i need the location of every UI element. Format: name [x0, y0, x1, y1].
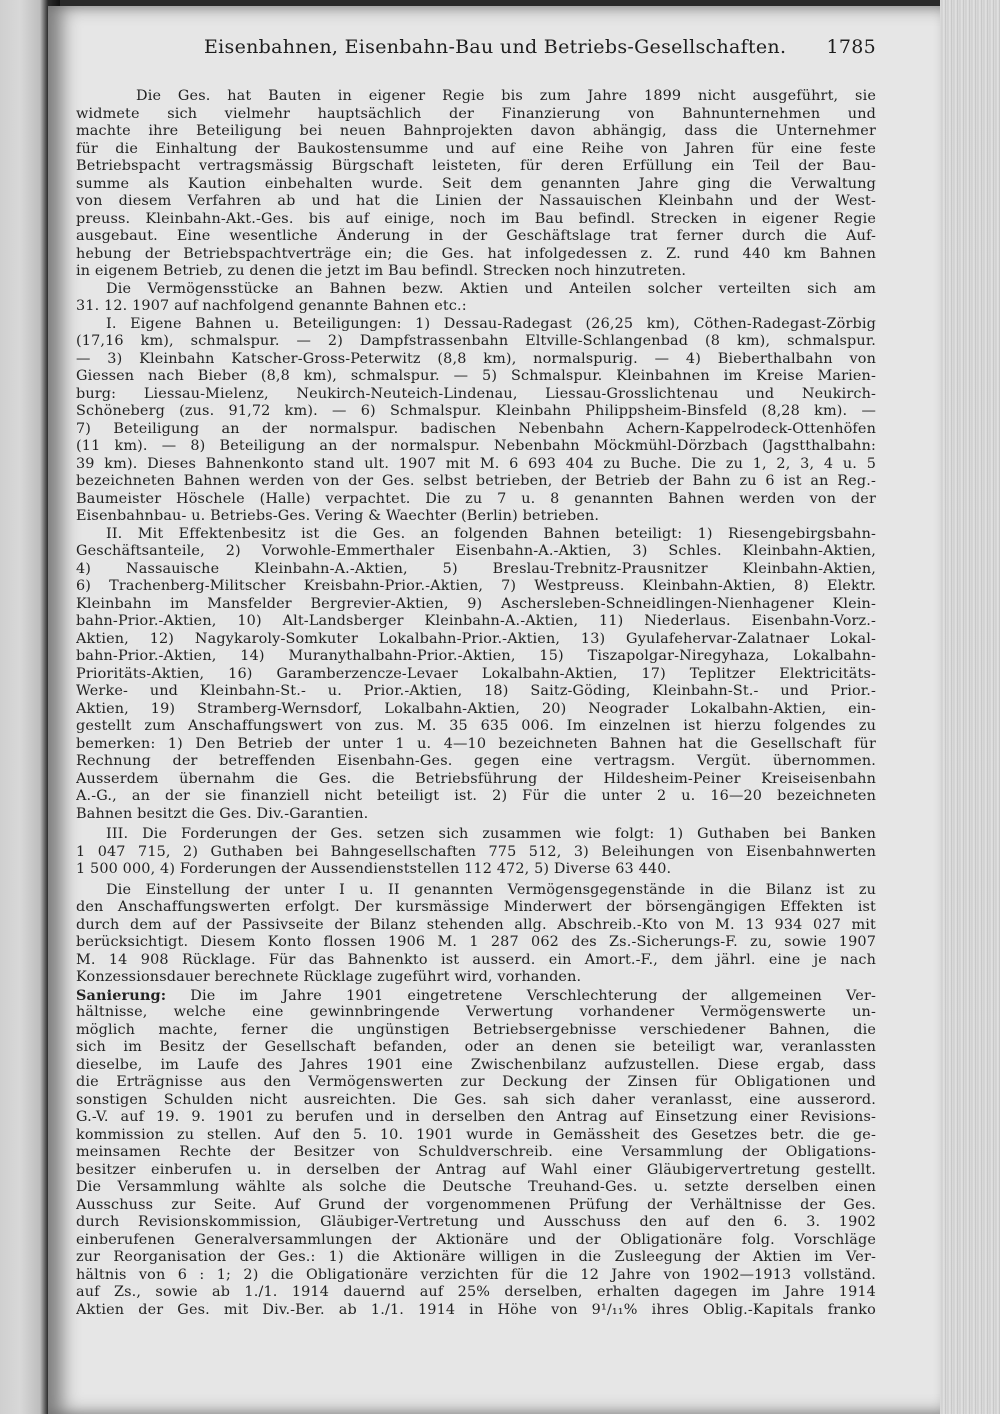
- text-line: den Anschaffungswerten erfolgt. Der kursmässige Minderwert der börsengängigen Effekten ist: [76, 899, 876, 915]
- text-line: Ausschuss zur Seite. Auf Grund der vorgenommenen Prüfung der Verhältnisse der Ges.: [76, 1196, 876, 1213]
- text-line: preuss. Kleinbahn-Akt.-Ges. bis auf einige, noch im Bau befindl. Strecken in eigener Regie: [76, 210, 876, 227]
- header-title: Eisenbahnen, Eisenbahn-Bau und Betriebs-Gesellschaften.: [204, 36, 787, 58]
- text-line: Eisenbahnbau- u. Betriebs-Ges. Vering & Waechter (Berlin) betrieben.: [76, 508, 600, 524]
- text-line: hältnisse, welche eine gewinnbringende Verwertung vorhandener Vermögenswerte un-: [76, 1004, 876, 1020]
- text-line: 7) Beteiligung an der normalspur. badischen Nebenbahn Achern-Kappelrodeck-Ottenhöfen: [76, 420, 876, 437]
- text-line: Die Versammlung wählte als solche die Deutsche Treuhand-Ges. u. setzte derselben einen: [76, 1179, 876, 1195]
- text-line: Kleinbahn im Mansfelder Bergrevier-Aktien, 9) Aschersleben-Schneidlingen-Nienhagener Klein-: [76, 595, 876, 612]
- text-line: hebung der Betriebspachtverträge ein; die Ges. hat infolgedessen z. Z. rund 440 km Bahnen: [76, 245, 876, 262]
- text-line: 31. 12. 1907 auf nachfolgend genannte Bahnen etc.:: [76, 298, 467, 314]
- text-line: Aktien, 12) Nagykaroly-Somkuter Lokalbahn-Prior.-Aktien, 13) Gyulafehervar-Zalatnaer Lokal-: [76, 630, 876, 647]
- text-line: von diesem Verfahren ab und hat die Linien der Nassauischen Kleinbahn und der West-: [76, 193, 876, 209]
- section-lead-word: Sanierung:: [76, 986, 167, 1004]
- text-line: Schöneberg (zus. 91,72 km). — 6) Schmalspur. Kleinbahn Philippsheim-Binsfeld (8,28 km). —: [76, 403, 876, 419]
- text-line: meinsamen Rechte der Besitzer von Schuldverschreib. eine Versammlung der Obligations-: [76, 1144, 876, 1160]
- text-line: bahn-Prior.-Aktien, 14) Muranythalbahn-Prior.-Aktien, 15) Tiszapolgar-Niregyhaza, Lokalbahn-: [76, 648, 876, 664]
- text-line: M. 14 908 Rücklage. Für das Bahnenkto ist ausserd. ein Amort.-F., dem jährl. eine je nach: [76, 951, 876, 968]
- text-line: die Erträgnisse aus den Vermögenswerten zur Deckung der Zinsen für Obligationen und: [76, 1074, 876, 1090]
- page-edge-stack: [940, 0, 1000, 1414]
- text-line: Prioritäts-Aktien, 16) Garamberzencze-Levaer Lokalbahn-Aktien, 17) Teplitzer Elektricitäts-: [76, 665, 876, 682]
- text-line: Bahnen besitzt die Ges. Div.-Garantien.: [76, 805, 369, 822]
- text-line: in eigenem Betrieb, zu denen die jetzt im Bau befindl. Strecken noch hinzutreten.: [76, 263, 687, 279]
- text-line: 39 km). Dieses Bahnenkonto stand ult. 1907 mit M. 6 693 404 zu Buche. Die zu 1, 2, 3, 4 u. 5: [76, 455, 876, 472]
- text-line: gestellt zum Anschaffungswert von zus. M. 35 635 006. Im einzelnen ist hierzu folgendes zu: [76, 718, 876, 734]
- text-line: dieselbe, im Laufe des Jahres 1901 eine Zwischenbilanz aufzustellen. Diese ergab, dass: [76, 1056, 876, 1073]
- text-line: — 3) Kleinbahn Katscher-Gross-Peterwitz (8,8 km), normalspurig. — 4) Bieberthalbahn von: [76, 350, 876, 367]
- page-number: 1785: [826, 36, 876, 58]
- text-line: (11 km). — 8) Beteiligung an der normalspur. Nebenbahn Möckmühl-Dörzbach (Jagstthalbahn:: [76, 438, 876, 454]
- text-line: bezeichneten Bahnen werden von der Ges. selbst betrieben, der Betrieb der Bahn zu 6 ist an Reg.-: [76, 473, 876, 489]
- text-line: hältnis von 6 : 1; 2) die Obligationäre verzichten für die 12 Jahre von 1902—1913 vollständ.: [76, 1266, 876, 1283]
- text-line: auf Zs., sowie ab 1./1. 1914 dauernd auf 25% derselben, erhalten dagegen im Jahre 1914: [76, 1284, 876, 1300]
- text-line: Die Einstellung der unter I u. II genannten Vermögensgegenstände in die Bilanz ist zu: [106, 881, 876, 898]
- text-line: 1 047 715, 2) Guthaben bei Bahngesellschaften 775 512, 3) Beleihungen von Eisenbahnwerten: [76, 843, 876, 860]
- running-header: [160, 36, 876, 64]
- text-line: I. Eigene Bahnen u. Beteiligungen: 1) Dessau-Radegast (26,25 km), Cöthen-Radegast-Zörbig: [106, 315, 876, 332]
- text-line: Geschäftsanteile, 2) Vorwohle-Emmerthaler Eisenbahn-A.-Aktien, 3) Schles. Kleinbahn-Aktien,: [76, 543, 876, 559]
- text-line: Ausserdem übernahm die Ges. die Betriebsführung der Hildesheim-Peiner Kreiseisenbahn: [76, 770, 876, 787]
- text-line: burg: Liessau-Mielenz, Neukirch-Neuteich-Lindenau, Liessau-Grosslichtenau und Neukirch-: [76, 385, 876, 402]
- text-line: Aktien, 19) Stramberg-Wernsdorf, Lokalbahn-Aktien, 20) Neograder Lokalbahn-Aktien, ein-: [76, 700, 876, 717]
- text-line: Die Ges. hat Bauten in eigener Regie bis zum Jahre 1899 nicht ausgeführt, sie: [136, 88, 876, 104]
- text-line: machte ihre Beteiligung bei neuen Bahnprojekten davon abhängig, dass die Unternehmer: [76, 123, 876, 139]
- text-line: III. Die Forderungen der Ges. setzen sich zusammen wie folgt: 1) Guthaben bei Banken: [106, 826, 876, 842]
- text-line: ausgebaut. Eine wesentliche Änderung in der Geschäftslage trat ferner durch die Auf-: [76, 228, 876, 244]
- text-line: bahn-Prior.-Aktien, 10) Alt-Landsberger Kleinbahn-A.-Aktien, 11) Niederlaus. Eisenbahn-Vorz.-: [76, 613, 876, 629]
- text-line: summe als Kaution einbehalten wurde. Seit dem genannten Jahre ging die Verwaltung: [76, 175, 876, 192]
- text-line: sich im Besitz der Gesellschaft befanden, oder an denen sie beteiligt war, veranlassten: [76, 1039, 876, 1055]
- text-line: Rechnung der betreffenden Eisenbahn-Ges. gegen eine vertragsm. Vergüt. übernommen.: [76, 753, 876, 769]
- text-line: besitzer einberufen u. in derselben der Antrag auf Wahl einer Gläubigervertretung gestellt.: [76, 1161, 876, 1178]
- text-line: A.-G., an der sie finanziell nicht beteiligt ist. 2) Für die unter 2 u. 16—20 bezeichneten: [76, 788, 876, 804]
- text-line: Werke- und Kleinbahn-St.- u. Prior.-Aktien, 18) Saitz-Göding, Kleinbahn-St.- und Prior.-: [76, 683, 876, 699]
- text-line: Baumeister Höschele (Halle) verpachtet. Die zu 7 u. 8 genannten Bahnen werden von der: [76, 490, 876, 507]
- text-line: für die Einhaltung der Baukostensumme und auf eine Reihe von Jahren für eine feste: [76, 140, 876, 157]
- text-line: sonstigen Schulden nicht ausreichten. Die Ges. sah sich daher veranlasst, eine ausserord.: [76, 1091, 876, 1108]
- text-line: G.-V. auf 19. 9. 1901 zu berufen und in derselben den Antrag auf Einsetzung einer Revisions-: [76, 1109, 876, 1125]
- text-line: durch dem auf der Passivseite der Bilanz stehenden allg. Abschreib.-Kto von M. 13 934 027 mit: [76, 916, 876, 933]
- text-line: Sanierung: Die im Jahre 1901 eingetretene Verschlechterung der allgemeinen Ver-: [76, 986, 876, 1004]
- text-line: Aktien der Ges. mit Div.-Ber. ab 1./1. 1914 in Höhe von 9¹/₁₁% ihres Oblig.-Kapitals franko: [76, 1301, 876, 1318]
- text-line: berücksichtigt. Diesem Konto flossen 1906 M. 1 287 062 des Zs.-Sicherungs-F. zu, sowie 1907: [76, 934, 876, 950]
- text-line: II. Mit Effektenbesitz ist die Ges. an folgenden Bahnen beteiligt: 1) Riesengebirgsbahn-: [106, 525, 876, 542]
- text-line: kommission zu stellen. Auf den 5. 10. 1901 wurde in Gemässheit des Gesetzes betr. die ge-: [76, 1126, 876, 1143]
- text-line: 4) Nassauische Kleinbahn-A.-Aktien, 5) Breslau-Trebnitz-Prausnitzer Kleinbahn-Aktien,: [76, 560, 876, 577]
- text-line: einberufenen Generalversammlungen der Aktionäre und der Obligationäre folg. Vorschläge: [76, 1231, 876, 1248]
- text-line: 6) Trachenberg-Militscher Kreisbahn-Prior.-Aktien, 7) Westpreuss. Kleinbahn-Aktien, 8) Elektr.: [76, 578, 876, 594]
- text-line: zur Reorganisation der Ges.: 1) die Aktionäre willigen in die Zusleegung der Aktien im Ver-: [76, 1249, 876, 1265]
- text-line: 1 500 000, 4) Forderungen der Aussendienststellen 112 472, 5) Diverse 63 440.: [76, 861, 672, 877]
- text-line: möglich machte, ferner die ungünstigen Betriebsergebnisse verschiedener Bahnen, die: [76, 1021, 876, 1038]
- text-line: widmete sich vielmehr hauptsächlich der Finanzierung von Bahnunternehmen und: [76, 105, 876, 122]
- text-line: bemerken: 1) Den Betrieb der unter 1 u. 4—10 bezeichneten Bahnen hat die Gesellschaft für: [76, 735, 876, 752]
- text-line: Betriebspacht vertragsmässig Bürgschaft leisteten, für deren Erfüllung ein Teil der Bau-: [76, 158, 876, 174]
- body-text: [76, 88, 876, 1319]
- text-line: Konzessionsdauer berechnete Rücklage zugeführt wird, vorhanden.: [76, 969, 582, 985]
- text-line: Giessen nach Bieber (8,8 km), schmalspur. — 5) Schmalspur. Kleinbahnen im Kreise Marien-: [76, 368, 876, 384]
- text-line: Die Vermögensstücke an Bahnen bezw. Aktien und Anteilen solcher verteilten sich am: [106, 280, 876, 297]
- text-line: (17,16 km), schmalspur. — 2) Dampfstrassenbahn Eltville-Schlangenbad (8 km), schmalspur.: [76, 333, 876, 349]
- text-line: durch Revisionskommission, Gläubiger-Vertretung und Ausschuss den auf den 6. 3. 1902: [76, 1214, 876, 1230]
